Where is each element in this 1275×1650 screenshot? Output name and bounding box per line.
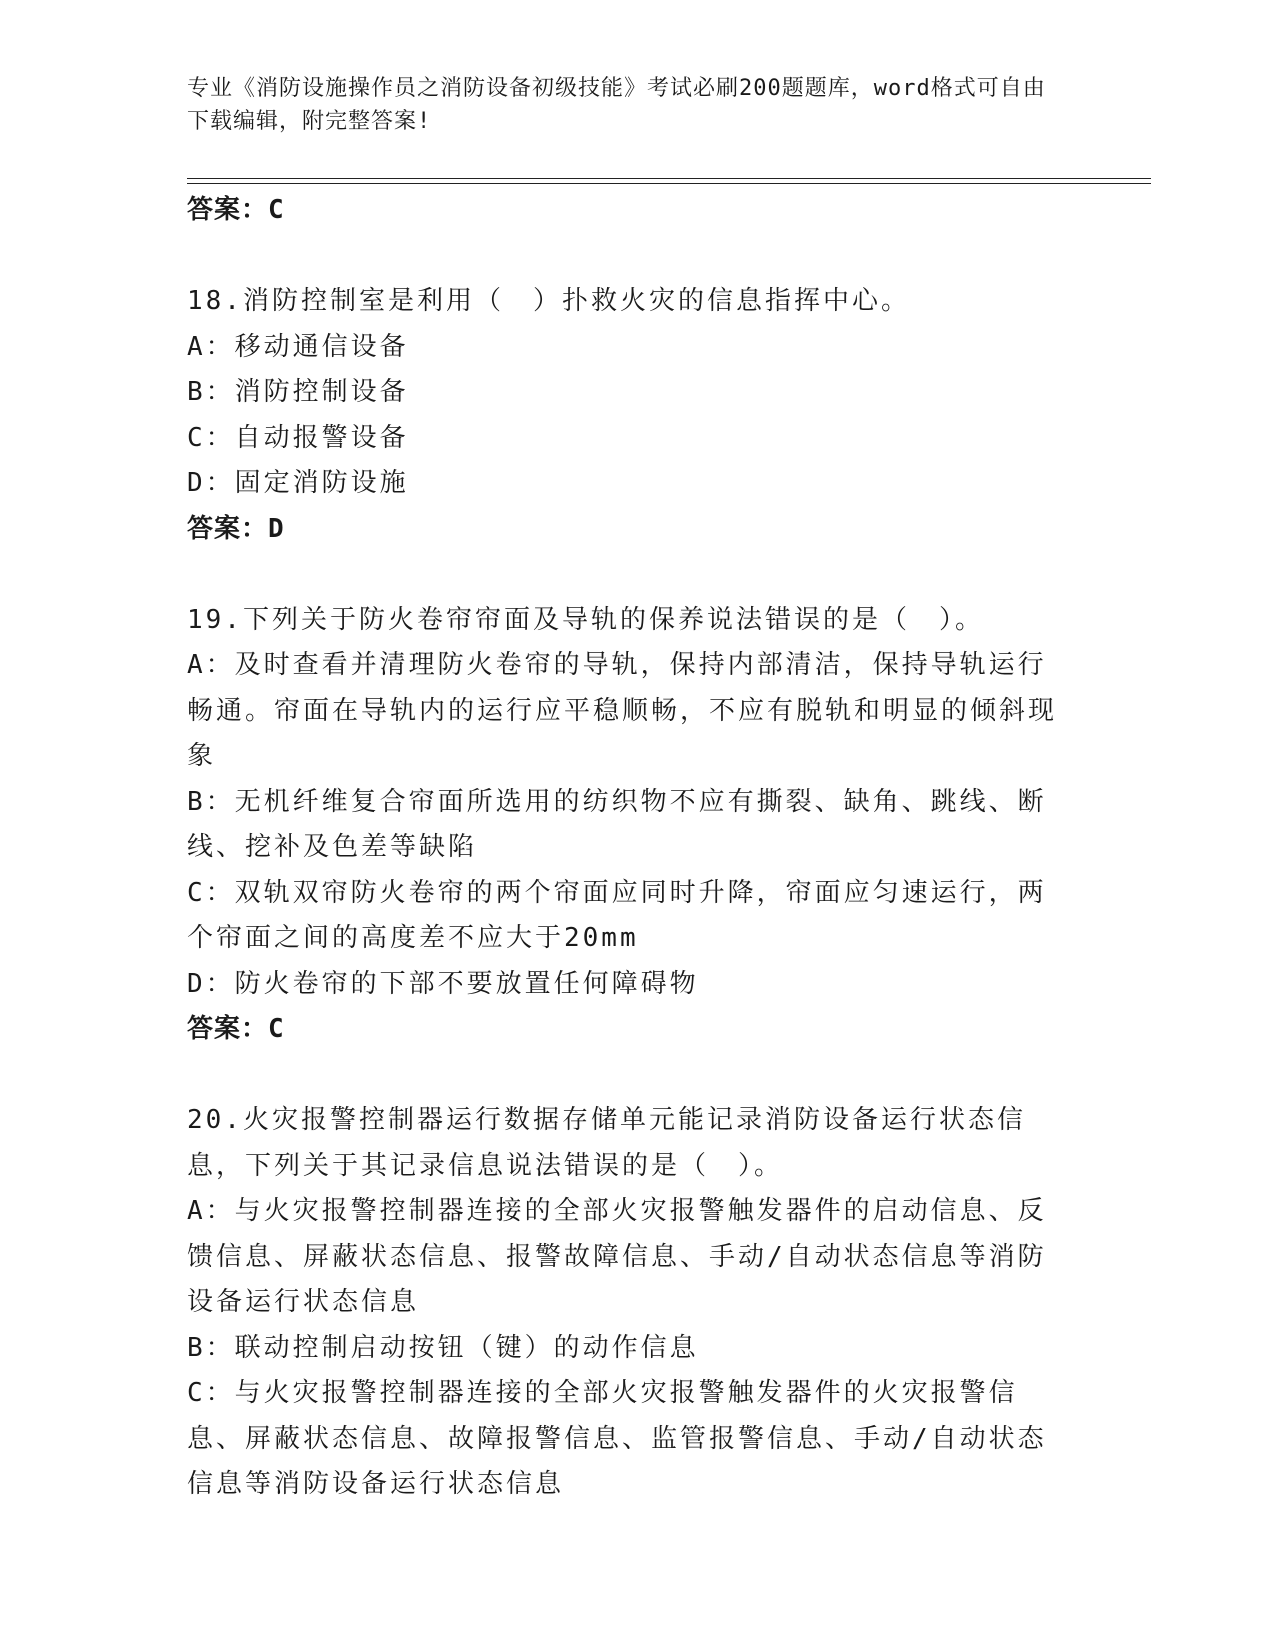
option-a: A：移动通信设备 [187, 331, 409, 362]
question-stem: 19.下列关于防火卷帘帘面及导轨的保养说法错误的是（ ）。 [187, 604, 984, 635]
answer-value: C [268, 195, 285, 225]
option-b: B：消防控制设备 [187, 377, 409, 407]
spacer [187, 552, 1067, 598]
answer-line [187, 1007, 1067, 1053]
option-c: C：自动报警设备 [187, 422, 409, 453]
answer-line [187, 188, 1067, 234]
question-20 [187, 1098, 1067, 1508]
option-b: B：联动控制启动按钮（键）的动作信息 [187, 1332, 699, 1363]
question-stem: 20.火灾报警控制器运行数据存储单元能记录消防设备运行状态信息，下列关于其记录信息说法错误的是（ ）。 [187, 1105, 1026, 1181]
header-rule-top [187, 178, 1151, 179]
answer-label: 答案： [187, 195, 269, 225]
spacer [187, 1053, 1067, 1099]
option-a: A：与火灾报警控制器连接的全部火灾报警触发器件的启动信息、反馈信息、屏蔽状态信息、报警故障信息、手动/自动状态信息等消防设备运行状态信息 [187, 1196, 1047, 1317]
answer-value: C [268, 1014, 285, 1044]
option-d: D：固定消防设施 [187, 468, 409, 498]
header-rule-bottom [187, 183, 1151, 184]
question-18 [187, 279, 1067, 552]
answer-label: 答案： [187, 513, 269, 544]
option-c: C：双轨双帘防火卷帘的两个帘面应同时升降，帘面应匀速运行，两个帘面之间的高度差不应大于20mm [187, 877, 1047, 953]
question-stem: 18.消防控制室是利用（ ）扑救火灾的信息指挥中心。 [187, 286, 910, 316]
option-c: C：与火灾报警控制器连接的全部火灾报警触发器件的火灾报警信息、屏蔽状态信息、故障报警信息、监管报警信息、手动/自动状态信息等消防设备运行状态信息 [187, 1378, 1047, 1499]
option-b: B：无机纤维复合帘面所选用的纺织物不应有撕裂、缺角、跳线、断线、挖补及色差等缺陷 [187, 786, 1047, 862]
answer-line [187, 507, 1067, 553]
document-header: 专业《消防设施操作员之消防设备初级技能》考试必刷200题题库，word格式可自由下载编辑，附完整答案! [187, 76, 1046, 134]
option-d: D：防火卷帘的下部不要放置任何障碍物 [187, 968, 699, 999]
document-body [187, 188, 1067, 1508]
question-19 [187, 598, 1067, 1053]
option-a: A：及时查看并清理防火卷帘的导轨，保持内部清洁，保持导轨运行畅通。帘面在导轨内的运行应平稳顺畅，不应有脱轨和明显的倾斜现象 [187, 650, 1058, 771]
spacer [187, 234, 1067, 280]
answer-value: D [268, 513, 285, 544]
answer-label: 答案： [187, 1014, 269, 1044]
